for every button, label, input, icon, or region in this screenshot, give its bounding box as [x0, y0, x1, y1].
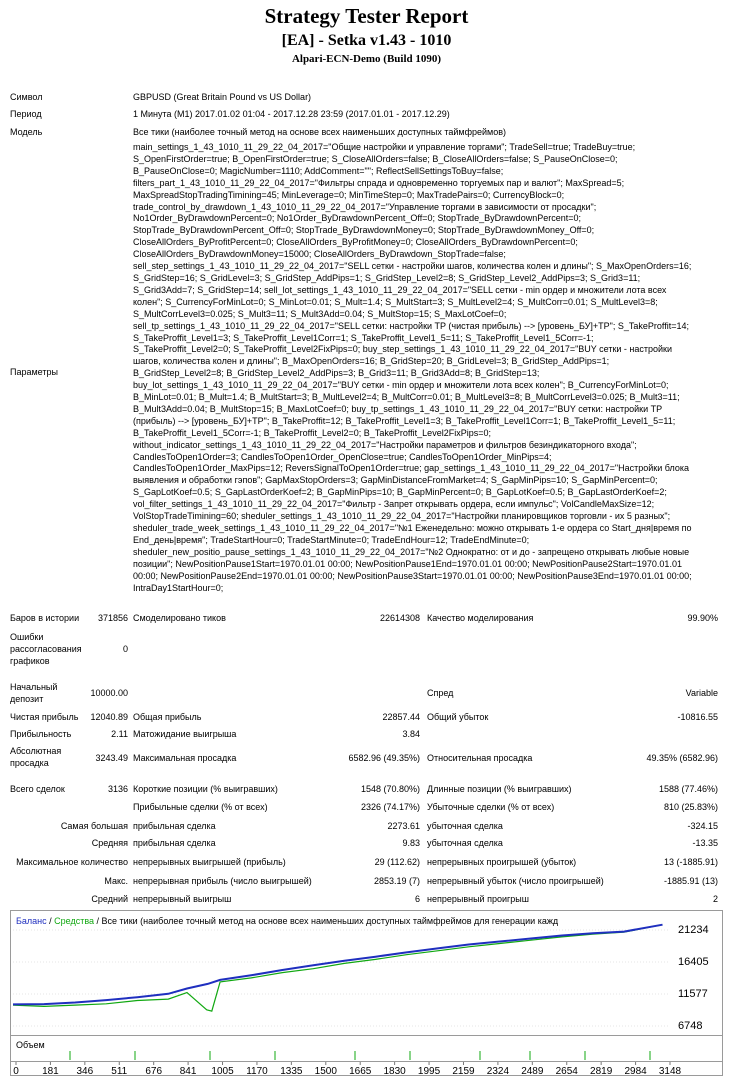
gross-profit-label: Общая прибыль: [133, 712, 202, 722]
profit-factor-label: Прибыльность: [10, 729, 72, 739]
params-line: VolStopTradeTimining=60; sheduler_settings_1_43_1010_11_29_22_04_2017="Настройки планировщиков торговли - их 5 разных";: [133, 511, 671, 522]
x-tick-label: 1005: [211, 1066, 234, 1076]
errors-value: 0: [122, 644, 128, 654]
balance-chart: [10, 910, 723, 1076]
max-count-label: Максимальное количество: [16, 857, 128, 867]
avg-consec-wins-label: непрерывный выигрыш: [133, 894, 232, 904]
x-tick-label: 2984: [624, 1066, 647, 1076]
params-line: S_TakeProffit_Level2=0; S_TakeProffit_Level2FixPips=0; buy_step_settings_1_43_1010_11_29_22_04_2017="BUY сетки - настройки: [133, 344, 673, 355]
long-label: Длинные позиции (% выигравших): [427, 784, 572, 794]
x-tick-label: 2654: [555, 1066, 578, 1076]
symbol-value: GBPUSD (Great Britain Pound vs US Dollar): [133, 92, 312, 102]
x-tick-label: 2159: [452, 1066, 475, 1076]
params-line: S_Grid3Add=7; S_GridStep=14; sell_lot_settings_1_43_1010_11_29_22_04_2017="SELL сетки - min ордер и множители лота всех: [133, 284, 667, 295]
server-name: Alpari-ECN-Demo (Build 1090): [291, 53, 442, 65]
x-tick-label: 1335: [280, 1066, 303, 1076]
params-line: sell_tp_settings_1_43_1010_11_29_22_04_2017="SELL сетки: настройки TP (чистая прибыль) --> [уровень_БУ]+TP"; S_TakeProffit=14;: [133, 320, 689, 331]
params-line: MaxSpreadStopTradingTimining=45; MinLeverage=0; MinTimeStep=0; MaxTradePairs=0; CurrencyBlock=0;: [133, 189, 565, 200]
legend-model: Все тики (наиболее точный метод на основе всех наименьших доступных таймфреймов для генерации кажд: [101, 916, 559, 926]
chart-legend: [16, 916, 559, 926]
model-value: Все тики (наиболее точный метод на основе всех наименьших доступных таймфреймов): [133, 127, 506, 137]
params-line: S_GapLotKoef=0.5; S_GapLastOrderKoef=2; B_GapMinPips=10; B_GapMinPercent=0; B_GapLotKoef=0.5; B_GapLastOrderKoef=2;: [133, 487, 667, 498]
abs-dd-label-2: просадка: [10, 758, 49, 768]
x-tick-label: 1830: [383, 1066, 406, 1076]
params-line: vol_filter_settings_1_43_1010_11_29_22_04_2017="Фильтр - Запрет открывать ордера, если импульс"; VolCandleMaxSize=12;: [133, 499, 655, 510]
params-text: [133, 142, 725, 594]
avg-consec-losses-label: непрерывный проигрыш: [427, 894, 529, 904]
report-title: Strategy Tester Report: [264, 4, 469, 28]
params-line: trade_control_by_drawdown_1_43_1010_11_29_22_04_2017="Управление торгами в зависимости от просадки";: [133, 201, 597, 212]
legend-sep-2: /: [94, 916, 102, 926]
params-label: Параметры: [10, 367, 58, 377]
average-loss-label: убыточная сделка: [427, 838, 503, 848]
net-profit-label: Чистая прибыль: [10, 712, 79, 722]
expected-payoff-value: 3.84: [402, 729, 420, 739]
y-tick-label: 16405: [678, 956, 709, 969]
params-line: колен"; S_CurrencyForMinLot=0; S_MinLot=0.01; S_Mult=1.4; S_MultStart=3; S_MultLevel2=4; S_MultCorr=0.01; S_MultLevel3=8;: [133, 296, 658, 307]
params-line: шагов, количества колен и длины"; B_MaxOpenOrders=16; B_GridStep=20; B_GridLevel=3; B_GridStep_AddPips=1;: [133, 356, 610, 367]
y-tick-label: 11577: [678, 987, 708, 1000]
rel-dd-label: Относительная просадка: [427, 753, 533, 763]
max-dd-value: 6582.96 (49.35%): [348, 753, 420, 763]
ticks-value: 22614308: [379, 613, 420, 623]
profit-trades-value: 2326 (74.17%): [360, 802, 420, 812]
params-line: No1Order_ByDrawdownPercent=0; No1Order_ByDrawdownPercent_Off=0; StopTrade_ByDrawdownPercent=0;: [133, 213, 581, 224]
x-tick-label: 1665: [349, 1066, 372, 1076]
max-consec-loss-value: -1885.91 (13): [663, 876, 718, 886]
bars-value: 371856: [97, 613, 128, 623]
y-tick-label: 21234: [678, 924, 709, 936]
x-tick-label: 2324: [486, 1066, 510, 1076]
params-line: IntraDay1StartHour=0;: [133, 582, 224, 593]
spread-label: Спред: [427, 688, 454, 698]
params-line: main_settings_1_43_1010_11_29_22_04_2017="Общие настройки и управление торгами"; TradeSell=true; TradeBuy=true;: [133, 142, 636, 152]
x-tick-label: 511: [111, 1066, 128, 1076]
params-line: CloseAllOrders_ByDrawdownMoney=15000; CloseAllOrders_ByDrawdown_StopTrade=false;: [133, 249, 506, 260]
errors-label-1: Ошибки: [10, 632, 44, 642]
bars-label: Баров в истории: [10, 613, 80, 623]
params-line: sheduler_trade_week_settings_1_43_1010_11_29_22_04_2017="№1 Еженедельно: можно открывать 1-е ордера со Start_дня|время по: [133, 523, 692, 533]
params-line: S_OpenFirstOrder=true; B_OpenFirstOrder=true; S_CloseAllOrders=false; B_CloseAllOrders=false; S_PauseOnClose=0;: [133, 153, 618, 164]
short-label: Короткие позиции (% выигравших): [133, 784, 278, 794]
chart-plot-area: [11, 911, 669, 1031]
expected-payoff-label: Матожидание выигрыша: [133, 729, 237, 739]
params-line: End_день|время"; TradeStartHour=0; TradeStartMinute=0; TradeEndHour=12; TradeEndMinute=0;: [133, 534, 530, 545]
largest-loss-label: убыточная сделка: [427, 821, 503, 831]
x-tick-label: 2819: [590, 1066, 613, 1076]
net-profit-value: 12040.89: [90, 712, 128, 722]
largest-profit-label: прибыльная сделка: [133, 821, 216, 831]
max-consec-losses-label: непрерывных проигрышей (убыток): [427, 857, 577, 867]
total-trades-label: Всего сделок: [10, 784, 65, 794]
params-line: CandlesToOpen1Order_MaxPips=12; ReversSignalToOpen1Order=true; gap_settings_1_43_1010_11_29_22_04_2017="Настройки блока: [133, 463, 690, 474]
gross-loss-label: Общий убыток: [427, 712, 489, 722]
x-tick-label: 2489: [521, 1066, 544, 1076]
params-line: B_GridStep_Level2=8; B_GridStep_Level2_AddPips=3; B_Grid3=11; B_Grid3Add=8; B_GridStep=13;: [133, 368, 540, 379]
abs-dd-value: 3243.49: [95, 753, 128, 763]
params-line: S_MultCorrLevel3=0.025; S_Mult3=11; S_Mult3Add=0.04; S_MultStop=15; S_MaxLotCoef=0;: [133, 308, 507, 319]
params-line: sell_step_settings_1_43_1010_11_29_22_04_2017="SELL сетки - настройки шагов, количества колен и длины"; S_MaxOpenOrders=16;: [133, 261, 692, 272]
x-tick-label: 841: [179, 1066, 197, 1076]
deposit-label-2: депозит: [10, 694, 44, 704]
rel-dd-value: 49.35% (6582.96): [646, 753, 718, 763]
params-line: B_TakeProffit_Level1_5Corr=-1; B_TakeProffit_Level2=0; B_TakeProffit_Level2FixPips=0;: [133, 427, 491, 438]
y-tick-label: 6748: [678, 1020, 703, 1032]
legend-balance: Баланс: [16, 916, 47, 926]
max-consec-losses-value: 13 (-1885.91): [663, 857, 718, 867]
model-label: Модель: [10, 127, 43, 137]
x-tick-label: 1500: [314, 1066, 337, 1076]
params-line: S_TakeProffit_Level1=3; S_TakeProffit_Level1Corr=1; S_TakeProffit_Level1_5=11; S_TakeProffit_Level1_5Corr=-1;: [133, 332, 594, 343]
period-label: Период: [10, 109, 42, 119]
ticks-label: Смоделировано тиков: [133, 613, 226, 623]
ea-name: [EA] - Setka v1.43 - 1010: [281, 32, 452, 49]
x-tick-label: 181: [42, 1066, 59, 1076]
params-line: without_indicator_settings_1_43_1010_11_29_22_04_2017="Настройки параметров и фильтров безиндикаторного входа";: [133, 439, 637, 450]
x-tick-label: 346: [76, 1066, 94, 1076]
max-consec-profit-label: непрерывная прибыль (число выигрышей): [133, 876, 312, 886]
average-label: Средняя: [91, 838, 128, 848]
largest-label: Самая большая: [60, 821, 128, 831]
largest-loss-value: -324.15: [687, 821, 718, 831]
max-consec-wins-value: 29 (112.62): [374, 857, 420, 867]
params-line: B_PauseOnClose=0; MagicNumber=1110; AddComment=""; ReflectSellSettingsToBuy=false;: [133, 165, 504, 176]
x-tick-label: 1170: [246, 1066, 268, 1076]
largest-profit-value: 2273.61: [387, 821, 420, 831]
max-consec-loss-label: непрерывный убыток (число проигрышей): [427, 876, 604, 886]
quality-label: Качество моделирования: [427, 613, 534, 623]
loss-trades-value: 810 (25.83%): [663, 802, 718, 812]
x-tick-label: 676: [145, 1066, 163, 1076]
loss-trades-label: Убыточные сделки (% от всех): [427, 802, 555, 812]
max-consec-wins-label: непрерывных выигрышей (прибыль): [133, 857, 286, 867]
x-tick-label: 1995: [417, 1066, 441, 1076]
params-line: выявления и обработки гэпов"; GapMaxStopOrders=3; GapMinDistanceFromMarket=4; S_GapMinPips=10; S_GapMinPercent=0;: [133, 475, 658, 486]
max-consec-profit-value: 2853.19 (7): [373, 876, 420, 886]
profit-factor-value: 2.11: [111, 729, 128, 739]
params-line: B_Mult3Add=0.04; B_MultStop=15; B_MaxLotCoef=0; buy_tp_settings_1_43_1010_11_29_22_04_2017="BUY сетки: настройки TP: [133, 403, 663, 414]
params-line: 00:00; NewPositionPause2End=1970.01.01 00:00; NewPositionPause3Start=1970.01.01 00:00; NewPositionPause3End=1970.01.01 00:00;: [133, 570, 692, 581]
x-tick-label: 0: [13, 1066, 19, 1076]
params-line: S_GridStep=16; S_GridLevel=3; S_GridStep_AddPips=1; S_GridStep_Level2=8; S_GridStep_Level2_AddPips=3; S_Grid3=11;: [133, 272, 641, 283]
average-profit-label: прибыльная сделка: [133, 838, 216, 848]
spread-value: Variable: [685, 688, 718, 698]
average-loss-value: -13.35: [692, 838, 718, 848]
errors-label-3: графиков: [10, 656, 50, 666]
long-value: 1588 (77.46%): [658, 784, 718, 794]
quality-value: 99.90%: [687, 613, 718, 623]
deposit-label-1: Начальный: [10, 682, 58, 692]
params-line: sheduler_new_positio_pause_settings_1_43_1010_11_29_22_04_2017="№2 Однократно: от и до - запрещено открывать любые новые: [133, 546, 690, 557]
legend-sep-1: /: [46, 916, 55, 926]
abs-dd-label-1: Абсолютная: [10, 746, 62, 756]
avg-consec-wins-value: 6: [414, 894, 420, 904]
symbol-label: Символ: [10, 92, 43, 102]
average-profit-value: 9.83: [402, 838, 420, 848]
volume-label: Объем: [16, 1040, 45, 1050]
profit-trades-label: Прибыльные сделки (% от всех): [133, 802, 268, 812]
params-line: StopTrade_ByDrawdownPercent_Off=0; StopTrade_ByDrawdownMoney=0; StopTrade_ByDrawdownMoney_Off=0;: [133, 225, 595, 236]
x-tick-label: 3148: [658, 1066, 682, 1076]
params-line: позиции"; NewPositionPause1Start=1970.01.01 00:00; NewPositionPause1End=1970.01.01 00:00; NewPositionPause2Start=1970.01.01: [133, 558, 682, 569]
short-value: 1548 (70.80%): [360, 784, 420, 794]
avg-label: Средний: [91, 894, 128, 904]
params-line: (прибыль) --> [уровень_БУ]+TP"; B_TakeProffit=12; B_TakeProffit_Level1=3; B_TakeProffit_Level1Corr=1; B_TakeProffit_Level1_5=11;: [133, 415, 676, 426]
params-line: CloseAllOrders_ByProfitPercent=0; CloseAllOrders_ByProfitMoney=0; CloseAllOrders_ByDrawdownPercent=0;: [133, 237, 578, 248]
total-trades-value: 3136: [107, 784, 128, 794]
deposit-value: 10000.00: [90, 688, 128, 698]
errors-label-2: рассогласования: [10, 644, 82, 654]
max-label: Макс.: [104, 876, 128, 886]
gross-loss-value: -10816.55: [677, 712, 718, 722]
avg-consec-losses-value: 2: [712, 894, 718, 904]
params-line: buy_lot_settings_1_43_1010_11_29_22_04_2017="BUY сетки - min ордер и множители лота всех колен"; B_CurrencyForMinLot=0;: [133, 380, 669, 391]
params-line: CandlesToOpen1Order=3; CandlesToOpen1Order_OpenClose=true; CandlesToOpen1Order_MinPips=4;: [133, 451, 552, 462]
params-line: filters_part_1_43_1010_11_29_22_04_2017="Фильтры спрада и одновременно торгуемых пар и валют"; MaxSpread=5;: [133, 177, 625, 188]
max-dd-label: Максимальная просадка: [133, 753, 237, 763]
period-value: 1 Минута (M1) 2017.01.02 01:04 - 2017.12.28 23:59 (2017.01.01 - 2017.12.29): [133, 109, 450, 119]
params-line: B_MinLot=0.01; B_Mult=1.4; B_MultStart=3; B_MultLevel2=4; B_MultCorr=0.01; B_MultLevel3=8; B_MultCorrLevel3=0.025; B_Mult3=11;: [133, 392, 680, 403]
legend-equity: Средства: [54, 916, 95, 926]
gross-profit-value: 22857.44: [382, 712, 420, 722]
